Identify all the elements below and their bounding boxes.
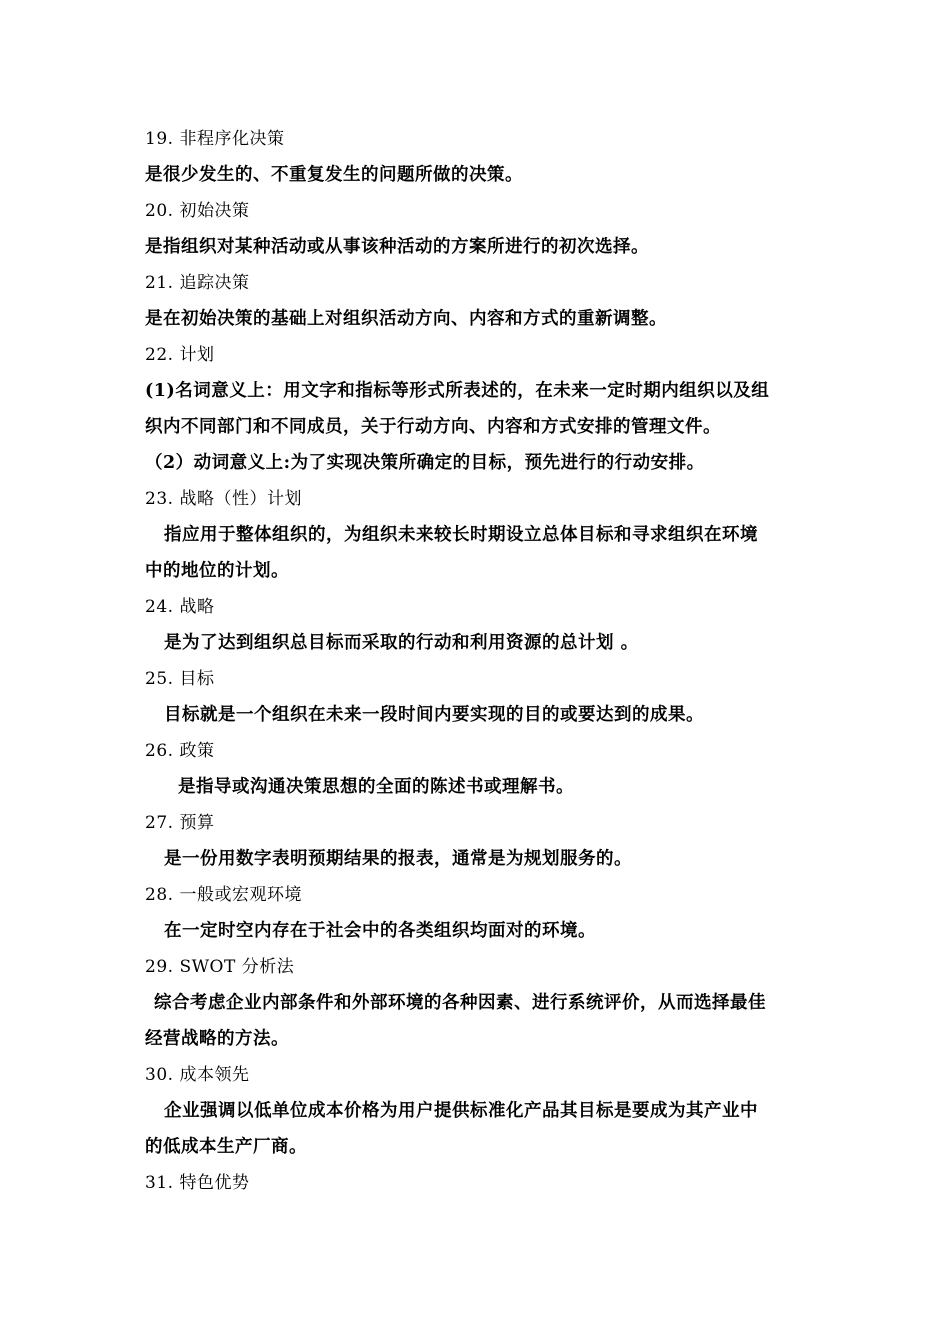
definition-heading: 29. SWOT 分析法 [145,957,295,977]
definition-text: 经营战略的方法。 [145,1029,289,1049]
definition-text: 是一份用数字表明预期结果的报表，通常是为规划服务的。 [164,849,632,869]
definition-heading: 25. 目标 [145,669,215,689]
definition-text: 是为了达到组织总目标而采取的行动和利用资源的总计划 。 [164,633,639,653]
definition-heading: 19. 非程序化决策 [145,129,285,149]
definition-text: (1)名词意义上：用文字和指标等形式所表述的，在未来一定时期内组织以及组 [145,381,770,401]
definition-text: 的低成本生产厂商。 [145,1137,307,1157]
definition-text: 在一定时空内存在于社会中的各类组织均面对的环境。 [164,921,596,941]
definition-text: 指应用于整体组织的，为组织未来较长时期设立总体目标和寻求组织在环境 [164,525,758,545]
definition-heading: 31. 特色优势 [145,1173,250,1193]
definition-text: 企业强调以低单位成本价格为用户提供标准化产品其目标是要成为其产业中 [164,1101,758,1121]
definition-text: 综合考虑企业内部条件和外部环境的各种因素、进行系统评价，从而选择最佳 [154,993,766,1013]
definition-text: 中的地位的计划。 [145,561,289,581]
definition-heading: 26. 政策 [145,741,215,761]
definition-heading: 23. 战略（性）计划 [145,489,302,509]
definition-heading: 27. 预算 [145,813,215,833]
definition-text: 是在初始决策的基础上对组织活动方向、内容和方式的重新调整。 [145,309,667,329]
definition-text: 目标就是一个组织在未来一段时间内要实现的目的或要达到的成果。 [164,705,704,725]
definition-heading: 21. 追踪决策 [145,273,250,293]
definition-text: （2）动词意义上:为了实现决策所确定的目标，预先进行的行动安排。 [145,453,705,473]
definition-heading: 24. 战略 [145,597,215,617]
definition-text: 是指导或沟通决策思想的全面的陈述书或理解书。 [178,777,574,797]
definition-text: 是很少发生的、不重复发生的问题所做的决策。 [145,165,523,185]
definition-text: 织内不同部门和不同成员，关于行动方向、内容和方式安排的管理文件。 [145,417,721,437]
definition-heading: 22. 计划 [145,345,215,365]
definition-text: 是指组织对某种活动或从事该种活动的方案所进行的初次选择。 [145,237,649,257]
definition-heading: 30. 成本领先 [145,1065,250,1085]
definition-heading: 20. 初始决策 [145,201,250,221]
definition-heading: 28. 一般或宏观环境 [145,885,302,905]
